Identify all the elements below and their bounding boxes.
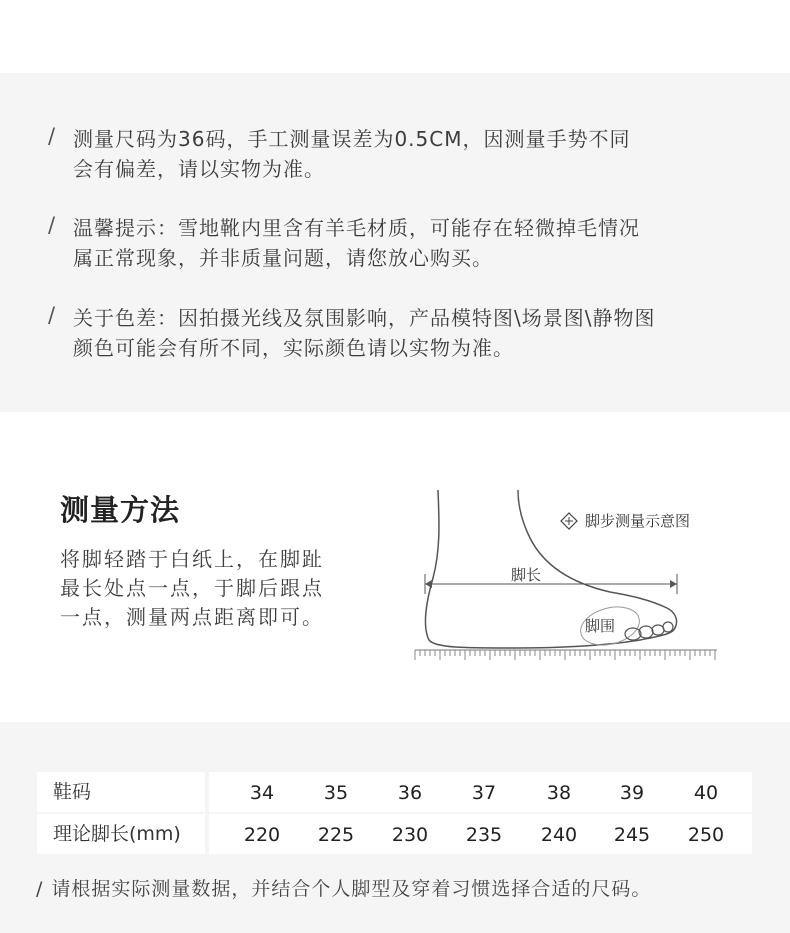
slash-mark: / (48, 124, 56, 148)
method-desc-line: 最长处点一点，于脚后跟点 (60, 576, 324, 600)
notes-section (0, 73, 790, 412)
method-desc-line: 一点，测量两点距离即可。 (60, 605, 324, 629)
size-cell: 39 (619, 782, 645, 804)
length-cell: 230 (391, 824, 429, 846)
table-row-length (37, 814, 752, 854)
foot-measurement-diagram (405, 488, 725, 668)
table-row-size (37, 772, 752, 812)
length-label: 脚长 (511, 566, 542, 584)
length-cell: 220 (243, 824, 281, 846)
size-cell: 34 (249, 782, 275, 804)
legend (561, 512, 690, 530)
length-cell: 250 (687, 824, 725, 846)
note-line: 属正常现象，并非质量问题，请您放心购买。 (73, 246, 493, 270)
slash-mark: / (48, 213, 56, 237)
toe (663, 622, 673, 632)
size-cell: 37 (471, 782, 497, 804)
length-cell: 245 (613, 824, 651, 846)
legend-label: 脚步测量示意图 (585, 512, 691, 530)
note-line: 关于色差：因拍摄光线及氛围影响，产品模特图\场景图\静物图 (73, 306, 656, 330)
size-cell: 38 (546, 782, 572, 804)
note-line: 温馨提示：雪地靴内里含有羊毛材质，可能存在轻微掉毛情况 (73, 216, 640, 240)
slash-mark: / (36, 878, 44, 900)
size-cell: 36 (397, 782, 423, 804)
arrow-right-icon (670, 580, 677, 588)
length-cell: 240 (540, 824, 578, 846)
method-title: 测量方法 (60, 493, 181, 527)
note-line: 测量尺码为36码，手工测量误差为0.5CM，因测量手势不同 (73, 127, 631, 151)
size-cell: 40 (693, 782, 719, 804)
girth-label: 脚围 (585, 617, 616, 635)
toe (652, 625, 664, 635)
row-label: 理论脚长(mm) (37, 814, 205, 854)
arrow-left-icon (425, 580, 432, 588)
note-line: 会有偏差，请以实物为准。 (73, 157, 325, 181)
size-table-section (0, 722, 790, 933)
length-cell: 225 (317, 824, 355, 846)
size-cell: 35 (323, 782, 349, 804)
method-desc-line: 将脚轻踏于白纸上，在脚趾 (60, 547, 324, 571)
method-description (60, 545, 360, 632)
bottom-note-text: 请根据实际测量数据，并结合个人脚型及穿着习惯选择合适的尺码。 (51, 878, 652, 900)
row-label: 鞋码 (37, 772, 205, 812)
slash-mark: / (48, 303, 56, 327)
ruler-ticks (415, 650, 715, 660)
length-cell: 235 (465, 824, 503, 846)
bottom-note (36, 874, 651, 901)
note-line: 颜色可能会有所不同，实际颜色请以实物为准。 (73, 336, 514, 360)
